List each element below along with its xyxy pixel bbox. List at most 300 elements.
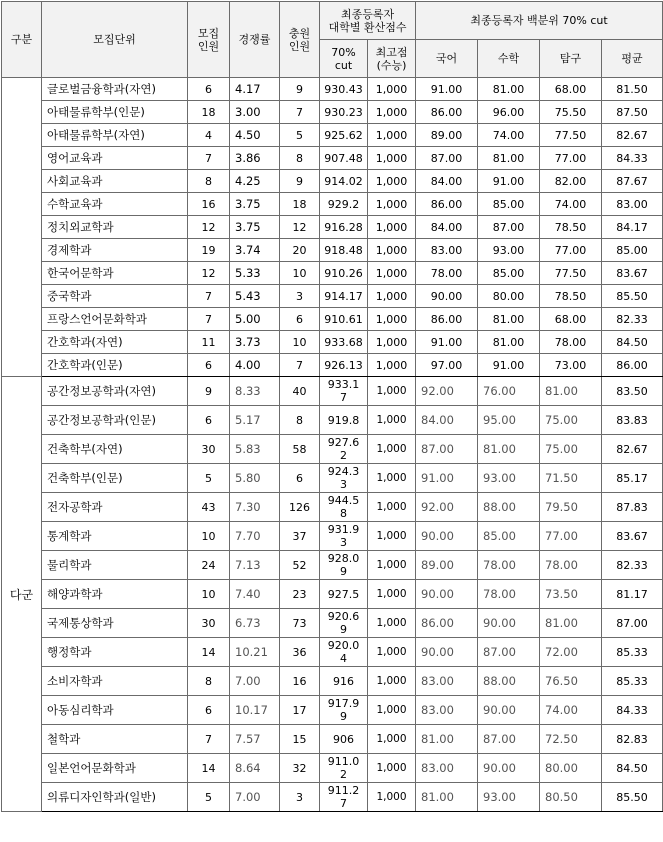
table-row: [2, 406, 663, 435]
fill-cell: 7: [280, 354, 320, 377]
cut-score-line2: 7: [340, 797, 347, 810]
average-cell: 83.67: [602, 522, 663, 551]
unit-cell: 수학교육과: [42, 193, 188, 216]
max-score-cell: 1,000: [368, 216, 416, 239]
header-rate: 경쟁률: [230, 2, 280, 78]
table-row: [2, 580, 663, 609]
inquiry-cell: 74.00: [540, 193, 602, 216]
table-row: [2, 493, 663, 522]
average-cell: 85.33: [602, 667, 663, 696]
quota-cell: 30: [188, 609, 230, 638]
cut-score-line1: 911.0: [327, 755, 360, 768]
max-score-cell: 1,000: [368, 354, 416, 377]
math-cell: 81.00: [478, 331, 540, 354]
cut-score-cell: [320, 783, 368, 812]
header-math: 수학: [478, 40, 540, 78]
quota-cell: 12: [188, 262, 230, 285]
table-row: [2, 124, 663, 147]
fill-cell: 18: [280, 193, 320, 216]
cut-score-cell: 930.43: [320, 78, 368, 101]
table-row: [2, 193, 663, 216]
math-cell: 91.00: [478, 170, 540, 193]
quota-cell: 7: [188, 308, 230, 331]
cut-score-line1: 927.5: [327, 587, 360, 601]
header-inquiry: 탐구: [540, 40, 602, 78]
fill-cell: 40: [280, 377, 320, 406]
unit-cell: 아태물류학부(인문): [42, 101, 188, 124]
cut-score-line2: 9: [340, 710, 347, 723]
unit-cell: 건축학부(자연): [42, 435, 188, 464]
cut-score-cell: 930.23: [320, 101, 368, 124]
math-cell: 90.00: [478, 609, 540, 638]
cut-score-cell: [320, 406, 368, 435]
quota-cell: 5: [188, 783, 230, 812]
unit-cell: 프랑스언어문화학과: [42, 308, 188, 331]
inquiry-cell: 78.00: [540, 331, 602, 354]
max-score-cell: 1,000: [368, 493, 416, 522]
fill-cell: 6: [280, 308, 320, 331]
rate-cell: 4.00: [230, 354, 280, 377]
average-cell: 84.33: [602, 696, 663, 725]
max-score-cell: 1,000: [368, 406, 416, 435]
quota-cell: 5: [188, 464, 230, 493]
admission-results-table: [1, 1, 663, 812]
max-score-cell: 1,000: [368, 696, 416, 725]
cut-score-cell: 933.68: [320, 331, 368, 354]
cut-score-cell: 918.48: [320, 239, 368, 262]
cut-score-cell: 914.02: [320, 170, 368, 193]
table-row: [2, 551, 663, 580]
cut-score-line2: 2: [340, 449, 347, 462]
cut-score-cell: [320, 435, 368, 464]
rate-cell: 8.33: [230, 377, 280, 406]
fill-cell: 58: [280, 435, 320, 464]
rate-cell: 3.00: [230, 101, 280, 124]
quota-cell: 16: [188, 193, 230, 216]
average-cell: 85.17: [602, 464, 663, 493]
rate-cell: 5.17: [230, 406, 280, 435]
inquiry-cell: 75.00: [540, 406, 602, 435]
korean-cell: 92.00: [416, 377, 478, 406]
quota-cell: 6: [188, 78, 230, 101]
inquiry-cell: 82.00: [540, 170, 602, 193]
average-cell: 82.33: [602, 551, 663, 580]
cut-score-line2: 7: [340, 391, 347, 404]
quota-cell: 10: [188, 522, 230, 551]
math-cell: 81.00: [478, 78, 540, 101]
header-unit: 모집단위: [42, 2, 188, 78]
header-average: 평균: [602, 40, 663, 78]
korean-cell: 86.00: [416, 193, 478, 216]
fill-cell: 20: [280, 239, 320, 262]
table-row: [2, 216, 663, 239]
max-score-cell: 1,000: [368, 464, 416, 493]
quota-cell: 43: [188, 493, 230, 522]
cut-score-line1: 911.2: [327, 784, 360, 797]
korean-cell: 81.00: [416, 725, 478, 754]
cut-score-cell: [320, 551, 368, 580]
inquiry-cell: 77.50: [540, 262, 602, 285]
inquiry-cell: 79.50: [540, 493, 602, 522]
unit-cell: 경제학과: [42, 239, 188, 262]
math-cell: 85.00: [478, 522, 540, 551]
table-row: [2, 285, 663, 308]
quota-cell: 10: [188, 580, 230, 609]
unit-cell: 아동심리학과: [42, 696, 188, 725]
cut-score-cell: [320, 725, 368, 754]
math-cell: 81.00: [478, 308, 540, 331]
quota-cell: 6: [188, 406, 230, 435]
rate-cell: 3.75: [230, 193, 280, 216]
cut-score-line2: 8: [340, 507, 347, 520]
rate-cell: 7.70: [230, 522, 280, 551]
rate-cell: 5.80: [230, 464, 280, 493]
rate-cell: 3.74: [230, 239, 280, 262]
header-korean: 국어: [416, 40, 478, 78]
unit-cell: 간호학과(자연): [42, 331, 188, 354]
rate-cell: 4.17: [230, 78, 280, 101]
math-cell: 93.00: [478, 464, 540, 493]
cut-score-cell: 926.13: [320, 354, 368, 377]
table-row: [2, 609, 663, 638]
unit-cell: 전자공학과: [42, 493, 188, 522]
korean-cell: 87.00: [416, 435, 478, 464]
math-cell: 93.00: [478, 783, 540, 812]
korean-cell: 90.00: [416, 638, 478, 667]
fill-cell: 3: [280, 783, 320, 812]
fill-cell: 32: [280, 754, 320, 783]
table-row: [2, 262, 663, 285]
max-score-cell: 1,000: [368, 783, 416, 812]
rate-cell: 6.73: [230, 609, 280, 638]
unit-cell: 글로벌금융학과(자연): [42, 78, 188, 101]
average-cell: 84.50: [602, 754, 663, 783]
cut-score-cell: [320, 754, 368, 783]
inquiry-cell: 75.00: [540, 435, 602, 464]
math-cell: 85.00: [478, 262, 540, 285]
math-cell: 87.00: [478, 725, 540, 754]
inquiry-cell: 81.00: [540, 377, 602, 406]
fill-cell: 12: [280, 216, 320, 239]
max-score-cell: 1,000: [368, 78, 416, 101]
quota-cell: 30: [188, 435, 230, 464]
math-cell: 78.00: [478, 551, 540, 580]
table-row: [2, 354, 663, 377]
math-cell: 90.00: [478, 754, 540, 783]
unit-cell: 공간정보공학과(인문): [42, 406, 188, 435]
table-row: [2, 667, 663, 696]
inquiry-cell: 81.00: [540, 609, 602, 638]
korean-cell: 91.00: [416, 331, 478, 354]
cut-score-cell: [320, 377, 368, 406]
table-row: [2, 101, 663, 124]
math-cell: 80.00: [478, 285, 540, 308]
cut-score-line1: 928.0: [327, 552, 360, 565]
section-b-body: [2, 377, 663, 812]
unit-cell: 철학과: [42, 725, 188, 754]
header-group: 구분: [2, 2, 42, 78]
cut-score-line1: 927.6: [327, 436, 360, 449]
cut-score-line2: 3: [340, 536, 347, 549]
average-cell: 81.50: [602, 78, 663, 101]
korean-cell: 97.00: [416, 354, 478, 377]
max-score-cell: 1,000: [368, 124, 416, 147]
inquiry-cell: 77.50: [540, 124, 602, 147]
cut-score-line1: 944.5: [327, 494, 360, 507]
unit-cell: 영어교육과: [42, 147, 188, 170]
inquiry-cell: 68.00: [540, 78, 602, 101]
cut-score-cell: [320, 580, 368, 609]
cut-score-line1: 916: [333, 674, 354, 688]
unit-cell: 소비자학과: [42, 667, 188, 696]
cut-score-cell: 907.48: [320, 147, 368, 170]
inquiry-cell: 72.50: [540, 725, 602, 754]
unit-cell: 물리학과: [42, 551, 188, 580]
korean-cell: 84.00: [416, 170, 478, 193]
max-score-cell: 1,000: [368, 331, 416, 354]
rate-cell: 10.21: [230, 638, 280, 667]
header-score-group: 최종등록자 대학별 환산점수: [320, 2, 416, 40]
quota-cell: 6: [188, 354, 230, 377]
fill-cell: 52: [280, 551, 320, 580]
table-row: [2, 696, 663, 725]
cut-score-cell: 925.62: [320, 124, 368, 147]
fill-cell: 36: [280, 638, 320, 667]
inquiry-cell: 73.50: [540, 580, 602, 609]
fill-cell: 5: [280, 124, 320, 147]
rate-cell: 5.83: [230, 435, 280, 464]
fill-cell: 3: [280, 285, 320, 308]
math-cell: 87.00: [478, 638, 540, 667]
unit-cell: 해양과학과: [42, 580, 188, 609]
quota-cell: 8: [188, 170, 230, 193]
korean-cell: 86.00: [416, 101, 478, 124]
korean-cell: 81.00: [416, 783, 478, 812]
cut-score-line2: 9: [340, 565, 347, 578]
korean-cell: 84.00: [416, 406, 478, 435]
inquiry-cell: 75.50: [540, 101, 602, 124]
max-score-cell: 1,000: [368, 754, 416, 783]
average-cell: 87.00: [602, 609, 663, 638]
unit-cell: 행정학과: [42, 638, 188, 667]
korean-cell: 89.00: [416, 124, 478, 147]
table-row: [2, 331, 663, 354]
korean-cell: 90.00: [416, 522, 478, 551]
cut-score-line1: 917.9: [327, 697, 360, 710]
math-cell: 88.00: [478, 667, 540, 696]
cut-score-cell: 916.28: [320, 216, 368, 239]
korean-cell: 86.00: [416, 609, 478, 638]
rate-cell: 5.00: [230, 308, 280, 331]
quota-cell: 6: [188, 696, 230, 725]
max-score-cell: 1,000: [368, 667, 416, 696]
inquiry-cell: 71.50: [540, 464, 602, 493]
math-cell: 96.00: [478, 101, 540, 124]
unit-cell: 건축학부(인문): [42, 464, 188, 493]
average-cell: 84.50: [602, 331, 663, 354]
korean-cell: 83.00: [416, 667, 478, 696]
header-fill: 충원 인원: [280, 2, 320, 78]
inquiry-cell: 72.00: [540, 638, 602, 667]
max-score-cell: 1,000: [368, 435, 416, 464]
rate-cell: 7.13: [230, 551, 280, 580]
average-cell: 81.17: [602, 580, 663, 609]
quota-cell: 24: [188, 551, 230, 580]
fill-cell: 73: [280, 609, 320, 638]
fill-cell: 10: [280, 331, 320, 354]
cut-score-cell: [320, 493, 368, 522]
fill-cell: 8: [280, 406, 320, 435]
max-score-cell: 1,000: [368, 147, 416, 170]
cut-score-line2: 4: [340, 652, 347, 665]
average-cell: 85.50: [602, 783, 663, 812]
rate-cell: 7.30: [230, 493, 280, 522]
fill-cell: 17: [280, 696, 320, 725]
max-score-cell: 1,000: [368, 170, 416, 193]
cut-score-line2: 9: [340, 623, 347, 636]
unit-cell: 간호학과(인문): [42, 354, 188, 377]
fill-cell: 9: [280, 170, 320, 193]
rate-cell: 7.00: [230, 667, 280, 696]
table-row: [2, 147, 663, 170]
math-cell: 74.00: [478, 124, 540, 147]
fill-cell: 126: [280, 493, 320, 522]
korean-cell: 84.00: [416, 216, 478, 239]
korean-cell: 91.00: [416, 464, 478, 493]
max-score-cell: 1,000: [368, 522, 416, 551]
math-cell: 93.00: [478, 239, 540, 262]
max-score-cell: 1,000: [368, 285, 416, 308]
rate-cell: 3.73: [230, 331, 280, 354]
average-cell: 87.67: [602, 170, 663, 193]
header-score-max: 최고점 (수능): [368, 40, 416, 78]
unit-cell: 아태물류학부(자연): [42, 124, 188, 147]
quota-cell: 9: [188, 377, 230, 406]
max-score-cell: 1,000: [368, 580, 416, 609]
cut-score-line1: 924.3: [327, 465, 360, 478]
math-cell: 91.00: [478, 354, 540, 377]
quota-cell: 14: [188, 754, 230, 783]
rate-cell: 4.50: [230, 124, 280, 147]
max-score-cell: 1,000: [368, 609, 416, 638]
unit-cell: 한국어문학과: [42, 262, 188, 285]
korean-cell: 91.00: [416, 78, 478, 101]
average-cell: 85.50: [602, 285, 663, 308]
rate-cell: 7.40: [230, 580, 280, 609]
fill-cell: 8: [280, 147, 320, 170]
unit-cell: 정치외교학과: [42, 216, 188, 239]
inquiry-cell: 74.00: [540, 696, 602, 725]
cut-score-cell: [320, 522, 368, 551]
cut-score-cell: [320, 696, 368, 725]
cut-score-cell: [320, 609, 368, 638]
quota-cell: 8: [188, 667, 230, 696]
rate-cell: 4.25: [230, 170, 280, 193]
fill-cell: 10: [280, 262, 320, 285]
average-cell: 85.33: [602, 638, 663, 667]
inquiry-cell: 68.00: [540, 308, 602, 331]
average-cell: 83.50: [602, 377, 663, 406]
average-cell: 83.00: [602, 193, 663, 216]
korean-cell: 90.00: [416, 580, 478, 609]
table-row: [2, 170, 663, 193]
korean-cell: 83.00: [416, 239, 478, 262]
fill-cell: 16: [280, 667, 320, 696]
unit-cell: 일본언어문화학과: [42, 754, 188, 783]
korean-cell: 83.00: [416, 696, 478, 725]
quota-cell: 7: [188, 147, 230, 170]
average-cell: 82.67: [602, 435, 663, 464]
inquiry-cell: 80.50: [540, 783, 602, 812]
fill-cell: 9: [280, 78, 320, 101]
max-score-cell: 1,000: [368, 377, 416, 406]
korean-cell: 87.00: [416, 147, 478, 170]
cut-score-cell: 910.61: [320, 308, 368, 331]
quota-cell: 7: [188, 285, 230, 308]
table-row: [2, 725, 663, 754]
max-score-cell: 1,000: [368, 638, 416, 667]
table-row: [2, 308, 663, 331]
quota-cell: 14: [188, 638, 230, 667]
cut-score-line1: 920.6: [327, 610, 360, 623]
unit-cell: 국제통상학과: [42, 609, 188, 638]
table-row: [2, 522, 663, 551]
table-row: [2, 78, 663, 101]
table-row: [2, 783, 663, 812]
rate-cell: 5.43: [230, 285, 280, 308]
cut-score-cell: 914.17: [320, 285, 368, 308]
cut-score-cell: [320, 667, 368, 696]
table-row: [2, 754, 663, 783]
math-cell: 76.00: [478, 377, 540, 406]
header-quota: 모집 인원: [188, 2, 230, 78]
average-cell: 83.67: [602, 262, 663, 285]
average-cell: 87.83: [602, 493, 663, 522]
cut-score-cell: 910.26: [320, 262, 368, 285]
math-cell: 88.00: [478, 493, 540, 522]
quota-cell: 19: [188, 239, 230, 262]
average-cell: 87.50: [602, 101, 663, 124]
rate-cell: 7.57: [230, 725, 280, 754]
math-cell: 78.00: [478, 580, 540, 609]
cut-score-line1: 919.8: [327, 413, 360, 427]
cut-score-line1: 920.0: [327, 639, 360, 652]
header-percentile-group: 최종등록자 백분위 70% cut: [416, 2, 663, 40]
korean-cell: 89.00: [416, 551, 478, 580]
quota-cell: 11: [188, 331, 230, 354]
korean-cell: 92.00: [416, 493, 478, 522]
fill-cell: 15: [280, 725, 320, 754]
cut-score-line2: 2: [340, 768, 347, 781]
max-score-cell: 1,000: [368, 308, 416, 331]
inquiry-cell: 78.50: [540, 285, 602, 308]
inquiry-cell: 77.00: [540, 239, 602, 262]
max-score-cell: 1,000: [368, 193, 416, 216]
cut-score-cell: [320, 464, 368, 493]
math-cell: 87.00: [478, 216, 540, 239]
cut-score-line2: 3: [340, 478, 347, 491]
math-cell: 81.00: [478, 147, 540, 170]
table-row: [2, 377, 663, 406]
unit-cell: 사회교육과: [42, 170, 188, 193]
max-score-cell: 1,000: [368, 262, 416, 285]
fill-cell: 37: [280, 522, 320, 551]
quota-cell: 12: [188, 216, 230, 239]
average-cell: 82.33: [602, 308, 663, 331]
rate-cell: 8.64: [230, 754, 280, 783]
inquiry-cell: 76.50: [540, 667, 602, 696]
average-cell: 82.67: [602, 124, 663, 147]
